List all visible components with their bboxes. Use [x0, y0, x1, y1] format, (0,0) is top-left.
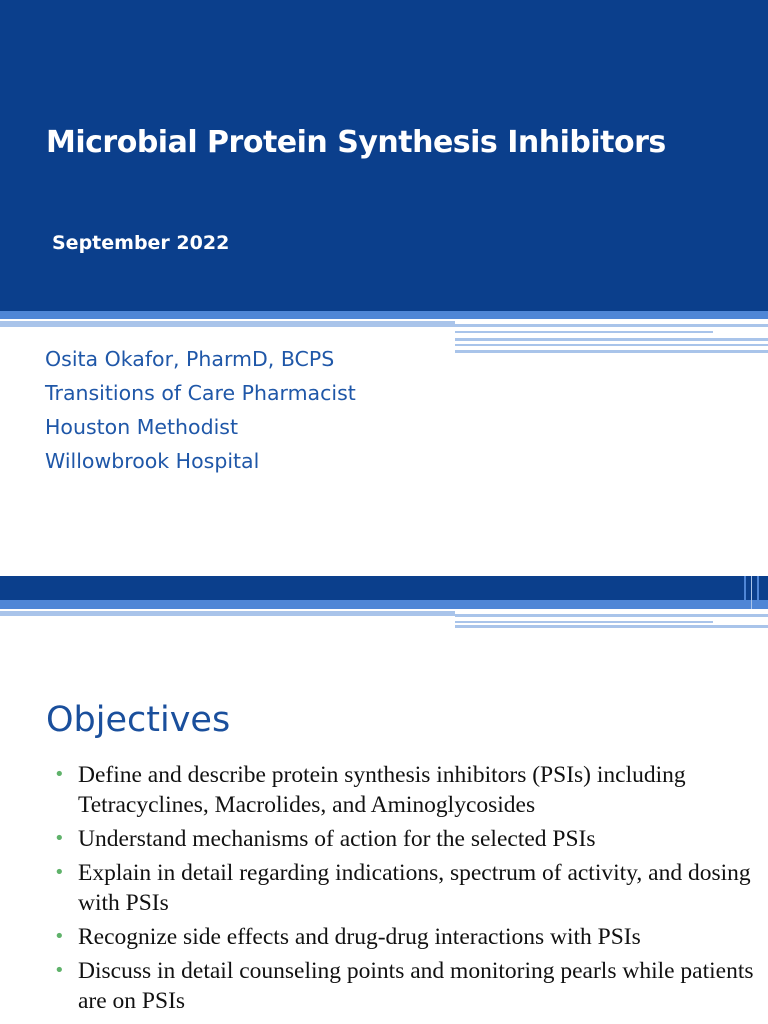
header-stripe — [0, 576, 768, 600]
banner-stripe — [0, 311, 768, 319]
banner-stripe — [455, 331, 713, 333]
presenter-hospital: Willowbrook Hospital — [45, 449, 260, 473]
header-accent-line — [744, 576, 746, 609]
bullet-dot-icon: • — [54, 960, 65, 981]
header-stripe — [455, 621, 713, 623]
presentation-title: Microbial Protein Synthesis Inhibitors — [46, 125, 666, 160]
objectives-slide — [0, 576, 768, 1024]
presenter-role: Transitions of Care Pharmacist — [45, 381, 356, 405]
objectives-list — [54, 760, 754, 1020]
bullet-dot-icon: • — [54, 862, 65, 883]
bullet-dot-icon: • — [54, 764, 65, 785]
header-stripe — [0, 611, 455, 616]
header-stripe — [455, 614, 768, 617]
presenter-name: Osita Okafor, PharmD, BCPS — [45, 347, 335, 371]
header-accent-line — [757, 576, 759, 609]
presentation-date: September 2022 — [52, 232, 230, 254]
header-stripe — [455, 625, 768, 628]
objective-text: Discuss in detail counseling points and monitoring pearls while patients are on PSIs — [78, 958, 754, 1014]
objective-text: Recognize side effects and drug-drug interactions with PSIs — [78, 924, 641, 950]
bullet-dot-icon: • — [54, 926, 65, 947]
banner-stripe — [455, 344, 768, 346]
banner-stripe — [455, 324, 768, 327]
objective-text: Explain in detail regarding indications, spectrum of activity, and dosing with PSIs — [78, 860, 751, 916]
objective-item — [54, 858, 754, 918]
bullet-dot-icon: • — [54, 828, 65, 849]
header-accent-line — [751, 576, 752, 609]
objective-text: Understand mechanisms of action for the selected PSIs — [78, 826, 596, 852]
presenter-info — [45, 342, 356, 478]
banner-stripe — [455, 338, 768, 341]
objective-item — [54, 760, 754, 820]
objective-item — [54, 922, 754, 952]
objective-text: Define and describe protein synthesis inhibitors (PSIs) including Tetracyclines, Macrolides, and Aminoglycosides — [78, 762, 686, 818]
banner-stripe — [455, 350, 768, 353]
objective-item — [54, 956, 754, 1016]
header-stripe — [0, 600, 768, 609]
banner-stripe — [0, 321, 455, 327]
objective-item — [54, 824, 754, 854]
objectives-heading: Objectives — [46, 700, 231, 740]
presenter-organization: Houston Methodist — [45, 415, 239, 439]
